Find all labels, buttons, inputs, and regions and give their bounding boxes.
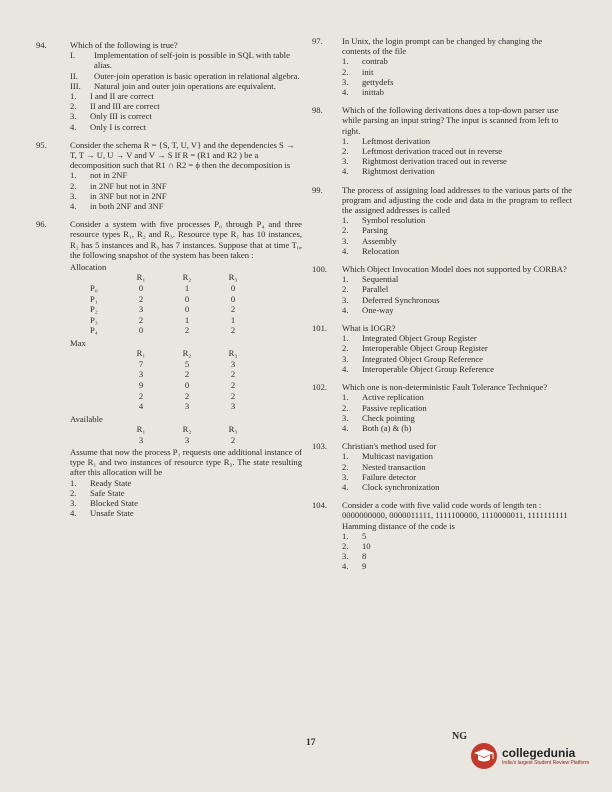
question-number: 101. [312, 323, 328, 334]
allocation-label: Allocation [70, 262, 107, 273]
question-number: 100. [312, 264, 328, 275]
statement: I. Implementation of self-join is possible in SQL with table alias. [70, 50, 290, 71]
available-label: Available [70, 413, 103, 424]
option-2: 2. Interoperable Object Group Register [342, 343, 488, 354]
question-text: Consider the schema R = {S, T, U, V} and the dependencies S → T, T → U, U → V and V → S If R = (R1 and R2 ) be a decomposition such that R1 ∩ R2 = ϕ then the decomposition is [70, 139, 295, 171]
option-2: 2. Parallel [342, 284, 389, 295]
question-96 [36, 219, 302, 518]
option-3: 3. Assembly [342, 235, 397, 246]
question-104 [312, 500, 572, 571]
option-2: 2. init [342, 66, 374, 77]
option-2: 2. II and III are correct [70, 101, 160, 112]
option-3: 3. Failure detector [342, 471, 417, 482]
option-2: 2. in 2NF but not in 3NF [70, 180, 167, 191]
option-4: 4. Unsafe State [70, 508, 134, 519]
question-text: Consider a code with five valid code words of length ten : [342, 500, 542, 511]
question-98 [312, 105, 572, 176]
question-103 [312, 441, 572, 492]
option-4: 4. Clock synchronization [342, 481, 440, 492]
question-text: Consider a system with five processes P₀ through P₄ and three resource types R₁, R₂ and R₃. Resource type R₁ has 10 instances, R₂ has 5 instances and R₃ has 7 instances. Suppose that at time T₀, the following snapshot of the system has been taken : [70, 219, 302, 260]
question-text: The process of assigning load addresses to the various parts of the program and adjusting the code and data in the program to reflect the assigned addresses is called [342, 184, 572, 216]
option-2: 2. Nested transaction [342, 461, 426, 472]
code-words: 0000000000, 0000011111, 1111100000, 1110000011, 1111111111 [342, 510, 568, 521]
allocation-table: R₁ R₂ R₃ P₀ 0 1 0 P₁ 2 0 0 P₂ 3 0 2 P₃ 2 1 1 P₄ 0 2 2 [90, 272, 256, 336]
option-1: 1. 5 [342, 530, 367, 541]
table-row: 4 3 3 [138, 401, 236, 412]
option-4: 4. Both (a) & (b) [342, 422, 412, 433]
option-4: 4. Only I is correct [70, 121, 147, 132]
table-row: P₃ 2 1 1 [90, 314, 236, 325]
option-4: 4. 9 [342, 561, 367, 572]
table-row: P₂ 3 0 2 [90, 304, 236, 315]
left-column [36, 40, 302, 526]
option-3: 3. Check pointing [342, 412, 415, 423]
question-number: 99. [312, 184, 323, 195]
question-100 [312, 264, 572, 315]
option-2: 2. Passive replication [342, 402, 427, 413]
question-number: 95. [36, 139, 47, 150]
option-1: 1. Ready State [70, 477, 132, 488]
option-1: 1. Integrated Object Group Register [342, 333, 477, 344]
page-number: 17 [306, 738, 316, 748]
question-text: What is IOGR? [342, 323, 396, 334]
footer-code: NG [452, 731, 467, 742]
option-4: 4. Interoperable Object Group Reference [342, 363, 494, 374]
question-number: 97. [312, 36, 323, 46]
question-text-continued: Hamming distance of the code is [342, 520, 455, 531]
table-row: P₄ 0 2 2 [90, 325, 236, 336]
question-number: 103. [312, 441, 328, 452]
question-number: 94. [36, 40, 47, 50]
question-94 [36, 40, 302, 132]
table-row: 3 2 2 [138, 369, 236, 380]
question-101 [312, 323, 572, 374]
question-95 [36, 140, 302, 211]
graduation-cap-icon [470, 742, 498, 770]
option-1: 1. contrab [342, 56, 388, 67]
available-table: R₁ R₂ R₃ 3 3 2 [90, 424, 256, 445]
option-1: 1. Active replication [342, 392, 424, 403]
option-3: 3. gettydefs [342, 76, 394, 87]
option-1: 1. not in 2NF [70, 170, 128, 181]
question-text-continued: Assume that now the process P₁ requests one additional instance of type R₁ and two instances of resource type R₃. The state resulting after this allocation will be [70, 446, 302, 478]
option-1: 1. Multicast navigation [342, 451, 433, 462]
option-1: 1. I and II are correct [70, 91, 154, 102]
table-row: 9 0 2 [138, 380, 236, 390]
option-3: 3. Integrated Object Group Reference [342, 353, 483, 364]
option-2: 2. Leftmost derivation traced out in reverse [342, 146, 503, 157]
question-102 [312, 382, 572, 433]
table-row: P₁ 2 0 0 [90, 293, 236, 304]
collegedunia-watermark [470, 742, 589, 770]
question-text: Christian's method used for [342, 441, 437, 452]
option-1: 1. Leftmost derivation [342, 135, 431, 146]
option-2: 2. Parsing [342, 225, 388, 236]
option-4: 4. Rightmost derivation [342, 166, 435, 177]
option-3: 3. Only III is correct [70, 111, 152, 122]
question-number: 96. [36, 219, 47, 230]
question-number: 104. [312, 500, 328, 511]
table-row: 3 3 2 [138, 434, 236, 445]
question-text: Which of the following derivations does a top-down parser use while parsing an input string? The input is scanned from left to right. [342, 105, 559, 136]
option-3: 3. Rightmost derivation traced out in reverse [342, 156, 507, 167]
table-row: 7 5 3 [138, 358, 236, 369]
option-3: 3. in 3NF but not in 2NF [70, 190, 167, 201]
option-3: 3. 8 [342, 551, 367, 562]
question-text: Which one is non-deterministic Fault Tolerance Technique? [342, 382, 548, 393]
question-number: 98. [312, 105, 323, 116]
statement: III. Natural join and outer join operations are equivalent. [70, 80, 276, 91]
question-99 [312, 185, 572, 256]
max-label: Max [70, 337, 86, 348]
watermark-tagline: India's largest Student Review Platform [502, 760, 590, 766]
option-4: 4. Relocation [342, 245, 400, 256]
option-4: 4. inittab [342, 87, 384, 98]
right-column [312, 36, 572, 580]
option-3: 3. Blocked State [70, 498, 138, 508]
question-number: 102. [312, 382, 328, 393]
question-text: Which of the following is true? [70, 40, 178, 50]
option-2: 2. Safe State [70, 487, 125, 498]
option-3: 3. Deferred Synchronous [342, 294, 440, 305]
table-row: 2 2 2 [138, 390, 236, 401]
option-2: 2. 10 [342, 540, 371, 551]
statement: II. Outer-join operation is basic operation in relational algebra. [70, 70, 300, 81]
watermark-name: collegedunia [502, 746, 576, 760]
question-text: In Unix, the login prompt can be changed by changing the contents of the file [342, 36, 543, 57]
option-4: 4. in both 2NF and 3NF [70, 201, 164, 212]
question-text: Which Object Invocation Model does not supported by CORBA? [342, 264, 567, 275]
option-1: 1. Symbol resolution [342, 215, 426, 226]
max-table: R₁ R₂ R₃ 7 5 3 3 2 2 9 0 2 2 2 2 4 3 3 [90, 348, 256, 412]
table-row: P₀ 0 1 0 [90, 283, 236, 294]
option-1: 1. Sequential [342, 274, 399, 285]
question-97 [312, 36, 572, 97]
option-4: 4. One-way [342, 304, 394, 315]
